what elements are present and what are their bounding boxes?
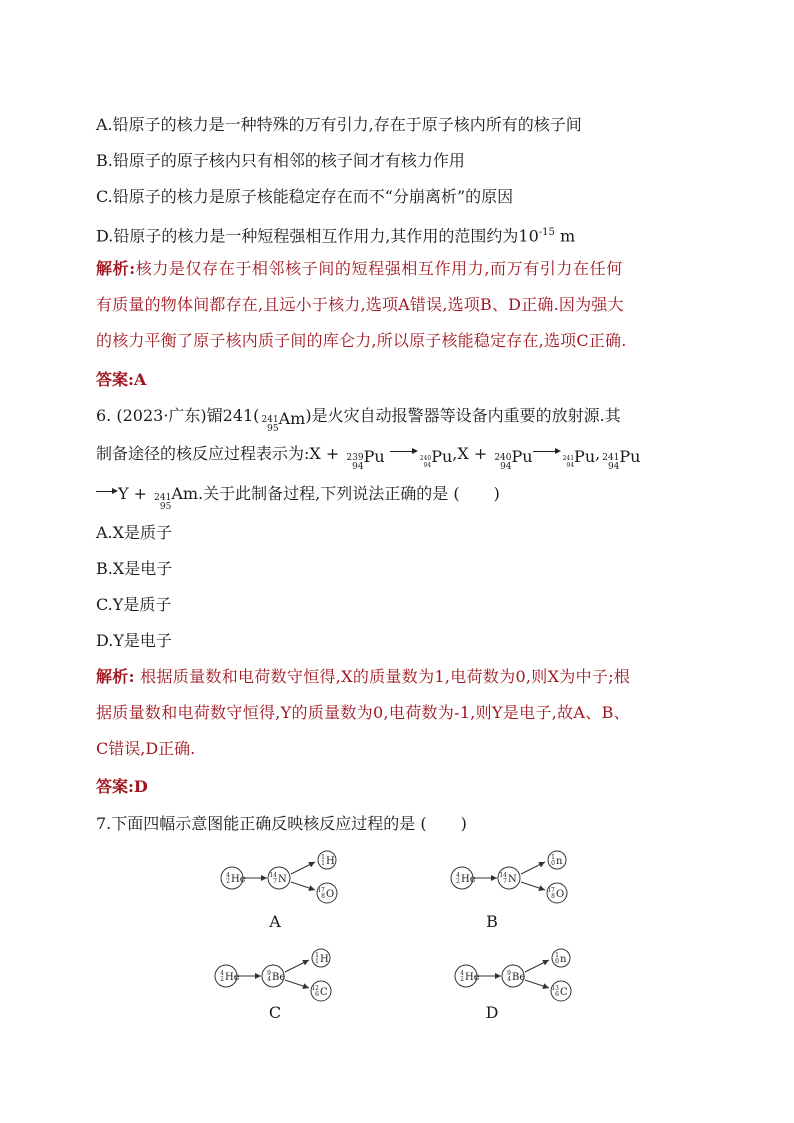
projectile-nucleus xyxy=(215,965,240,987)
reaction-arrow xyxy=(478,973,501,979)
diagram-caption: A xyxy=(269,912,281,931)
analysis-label: 解析: xyxy=(96,667,135,686)
atomic-number: 94 xyxy=(500,462,512,472)
projectile-nucleus xyxy=(451,867,476,889)
mass-number: 240 xyxy=(419,455,432,462)
element-symbol: Pu xyxy=(511,447,533,466)
atomic-number: 4 xyxy=(507,976,511,983)
analysis-q5-line2: 有质量的物体间都存在,且远小于核力,选项A错误,选项B、D正确.因为强大 xyxy=(96,295,624,314)
diagram-caption: B xyxy=(486,912,498,931)
product-light xyxy=(548,851,566,869)
arrow-head xyxy=(255,973,261,979)
q6-line2 xyxy=(96,443,640,472)
mass-number: 241 xyxy=(562,455,575,462)
analysis-label: 解析: xyxy=(96,259,136,278)
mass-number: 239 xyxy=(346,453,364,463)
analysis-q5-line3: 的核力平衡了原子核内质子间的库仑力,所以原子核能稳定存在,选项C正确. xyxy=(96,331,627,350)
diagram-d xyxy=(452,948,592,1004)
reaction-arrow xyxy=(244,875,267,881)
product-heavy xyxy=(547,883,567,903)
element-symbol: He xyxy=(465,972,480,983)
q6-option-a: A.X是质子 xyxy=(96,523,173,542)
q6-option-c: C.Y是质子 xyxy=(96,595,172,614)
reaction-arrow xyxy=(521,862,545,874)
close-paren: ) xyxy=(460,814,467,833)
product-heavy xyxy=(311,981,331,1001)
mass-number: 241 xyxy=(154,493,172,503)
q6-line1 xyxy=(96,405,621,434)
pu241-nuclide-small xyxy=(563,446,596,469)
analysis-q6-line3: C错误,D正确. xyxy=(96,739,196,758)
option-a: A.铅原子的核力是一种特殊的万有引力,存在于原子核内所有的核子间 xyxy=(96,115,582,134)
atomic-number: 2 xyxy=(456,878,460,885)
product-light xyxy=(552,949,570,967)
mass-number: 4 xyxy=(456,872,460,879)
reaction-arrow xyxy=(474,875,497,881)
product-light xyxy=(318,851,336,869)
answer-label: 答案: xyxy=(96,777,134,796)
q6-question: Am.关于此制备过程,下列说法正确的是 ( xyxy=(171,484,460,503)
element-symbol: Pu xyxy=(363,447,385,466)
mass-number: 241 xyxy=(602,453,620,463)
element-symbol: Be xyxy=(512,972,526,983)
atomic-number: 2 xyxy=(226,878,230,885)
mass-number: 13 xyxy=(551,985,559,992)
mass-number: 1 xyxy=(551,854,555,861)
option-d-unit: m xyxy=(554,226,576,246)
reaction-arrow xyxy=(96,487,118,497)
option-d xyxy=(96,222,575,247)
diagram-caption: C xyxy=(268,1003,282,1022)
analysis-q6-line1 xyxy=(96,666,630,688)
reaction-arrow xyxy=(291,882,315,891)
analysis-q5-line1 xyxy=(96,258,623,280)
answer-q5 xyxy=(96,369,146,391)
pu239-nuclide xyxy=(346,446,384,472)
product-light xyxy=(312,949,330,967)
reaction-arrow xyxy=(390,447,418,457)
analysis-q6-line2: 据质量数和电荷数守恒得,Y的质量数为0,电荷数为-1,则Y是电子,故A、B、 xyxy=(96,703,630,722)
element-symbol: C xyxy=(560,987,568,998)
diagram-a xyxy=(218,850,358,906)
q6-line3 xyxy=(96,483,500,512)
pu240-nuclide xyxy=(494,446,532,472)
element-symbol: n xyxy=(560,954,567,965)
atomic-number: 6 xyxy=(555,991,559,998)
product-heavy xyxy=(551,981,571,1001)
reaction-arrow xyxy=(285,980,309,989)
mass-number: 4 xyxy=(460,970,464,977)
mass-number: 12 xyxy=(311,985,319,992)
reaction-arrow xyxy=(285,960,309,972)
y-plus: Y + xyxy=(118,484,153,503)
mass-number: 14 xyxy=(269,872,277,879)
option-d-text: D.铅原子的核力是一种短程强相互作用力,其作用的范围约为10 xyxy=(96,226,539,246)
q6-intro-rest: )是火灾自动报警器等设备内重要的放射源.其 xyxy=(305,406,621,425)
atomic-number: 95 xyxy=(267,424,279,434)
close-paren: ) xyxy=(493,484,500,503)
atomic-number: 1 xyxy=(321,860,325,867)
atomic-number: 95 xyxy=(159,502,172,512)
mass-number: 9 xyxy=(507,970,511,977)
target-nucleus xyxy=(268,867,290,889)
q6-intro: 6. (2023·广东)镅241( xyxy=(96,406,260,425)
element-symbol: O xyxy=(556,889,565,900)
reaction-arrow xyxy=(525,980,549,989)
atomic-number: 94 xyxy=(566,462,575,469)
mass-number: 4 xyxy=(226,872,230,879)
projectile-nucleus xyxy=(455,965,480,987)
arrow-head xyxy=(495,973,501,979)
mass-number: 17 xyxy=(317,887,325,894)
atomic-number: 8 xyxy=(321,893,325,900)
element-symbol: Be xyxy=(272,972,286,983)
answer-value: D xyxy=(133,777,148,796)
element-symbol: H xyxy=(326,856,335,867)
atomic-number: 94 xyxy=(423,462,432,469)
mass-number: 240 xyxy=(494,453,512,463)
element-symbol: C xyxy=(320,987,328,998)
element-symbol: O xyxy=(326,889,335,900)
pu240-nuclide-small xyxy=(420,446,453,469)
arrow-head xyxy=(261,875,267,881)
atomic-number: 7 xyxy=(273,878,277,885)
element-symbol: Pu xyxy=(574,447,596,466)
element-symbol: He xyxy=(461,874,476,885)
reaction-arrow xyxy=(291,862,315,874)
atomic-number: 4 xyxy=(267,976,271,983)
projectile-nucleus xyxy=(221,867,246,889)
target-nucleus xyxy=(498,867,520,889)
element-symbol: N xyxy=(278,874,287,885)
element-symbol: N xyxy=(508,874,517,885)
analysis-text: 核力是仅存在于相邻核子间的短程强相互作用力,而万有引力在任何 xyxy=(135,259,623,278)
q6-option-b: B.X是电子 xyxy=(96,559,173,578)
atomic-number: 2 xyxy=(460,976,464,983)
q6-reaction-start: 制备途径的核反应过程表示为:X + xyxy=(96,444,345,463)
am241-product xyxy=(154,486,171,512)
element-symbol: Am xyxy=(278,409,306,428)
answer-q6 xyxy=(96,776,148,798)
arrow-head xyxy=(302,983,309,989)
option-c: C.铅原子的核力是原子核能稳定存在而不“分崩离析”的原因 xyxy=(96,187,514,206)
arrow-head xyxy=(538,885,545,891)
product-heavy xyxy=(317,883,337,903)
mass-number: 1 xyxy=(321,854,325,861)
arrow-head xyxy=(491,875,497,881)
reaction-arrow xyxy=(238,973,261,979)
option-b: B.铅原子的原子核内只有相邻的核子间才有核力作用 xyxy=(96,151,465,170)
atomic-number: 7 xyxy=(503,878,507,885)
atomic-number: 8 xyxy=(551,893,555,900)
arrow-head xyxy=(308,885,315,891)
mass-number: 1 xyxy=(555,952,559,959)
atomic-number: 1 xyxy=(315,958,319,965)
element-symbol: He xyxy=(231,874,246,885)
element-symbol: Pu xyxy=(619,447,641,466)
q6-option-d: D.Y是电子 xyxy=(96,631,172,650)
atomic-number: 6 xyxy=(315,991,319,998)
reaction-arrow xyxy=(533,447,561,457)
atomic-number: 0 xyxy=(555,958,559,965)
comma: , xyxy=(452,444,458,463)
x-plus: X + xyxy=(457,444,493,463)
mass-number: 14 xyxy=(499,872,507,879)
mass-number: 1 xyxy=(315,952,319,959)
pu241-nuclide xyxy=(602,446,640,472)
q7-question xyxy=(96,813,467,835)
am241-nuclide xyxy=(261,408,305,434)
diagram-caption: D xyxy=(485,1003,499,1022)
answer-value: A xyxy=(133,370,147,389)
target-nucleus xyxy=(502,965,525,987)
element-symbol: n xyxy=(556,856,563,867)
target-nucleus xyxy=(262,965,285,987)
mass-number: 17 xyxy=(547,887,555,894)
option-d-exponent: -15 xyxy=(538,227,555,238)
mass-number: 4 xyxy=(220,970,224,977)
arrow-head xyxy=(542,983,549,989)
mass-number: 9 xyxy=(267,970,271,977)
atomic-number: 94 xyxy=(352,462,364,472)
q7-text: 7.下面四幅示意图能正确反映核反应过程的是 ( xyxy=(96,814,427,833)
reaction-arrow xyxy=(521,882,545,891)
element-symbol: He xyxy=(225,972,240,983)
diagram-c xyxy=(212,948,352,1004)
comma: , xyxy=(595,444,601,463)
mass-number: 241 xyxy=(261,415,279,425)
analysis-text: 根据质量数和电荷数守恒得,X的质量数为1,电荷数为0,则X为中子;根 xyxy=(134,667,631,686)
reaction-arrow xyxy=(525,960,549,972)
atomic-number: 94 xyxy=(607,462,620,472)
atomic-number: 0 xyxy=(551,860,555,867)
diagram-b xyxy=(448,850,588,906)
element-symbol: H xyxy=(320,954,329,965)
answer-label: 答案: xyxy=(96,370,134,389)
element-symbol: Pu xyxy=(431,447,453,466)
atomic-number: 2 xyxy=(220,976,224,983)
